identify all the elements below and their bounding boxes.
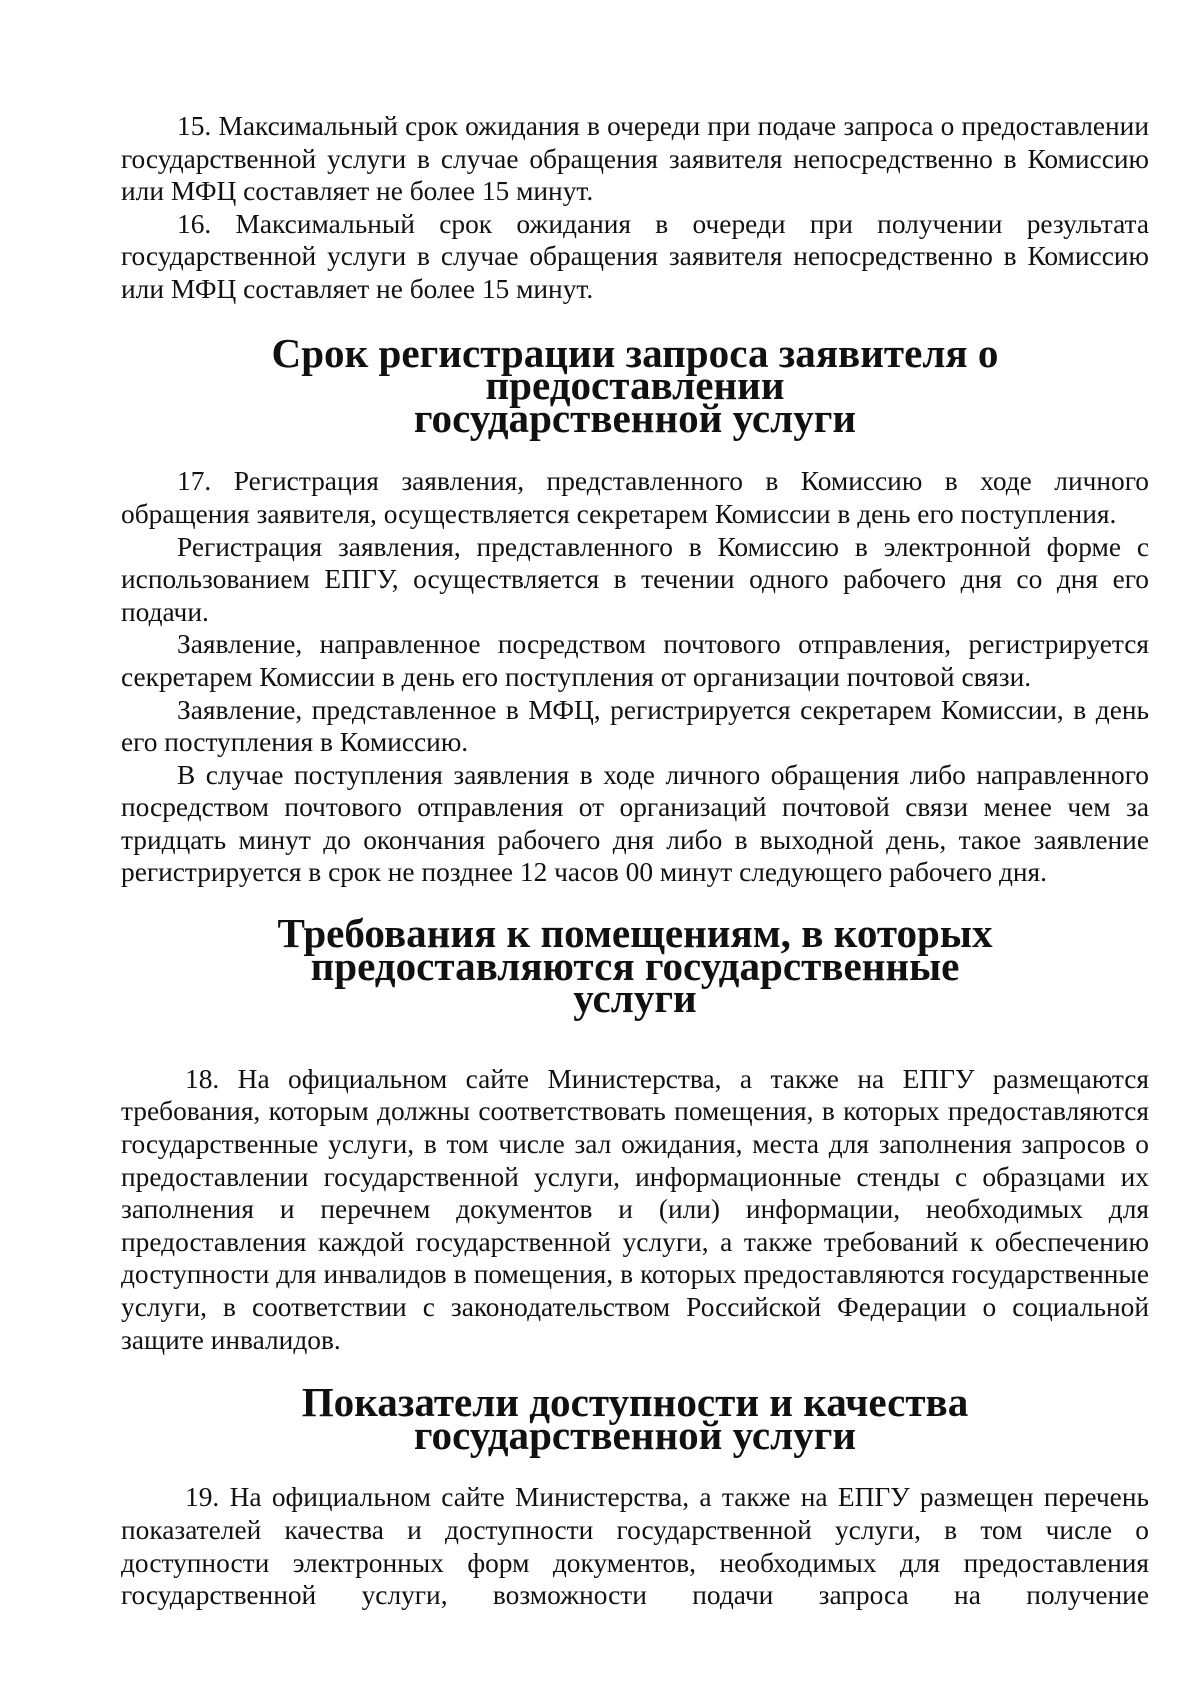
paragraph-18: 18. На официальном сайте Министерства, а также на ЕПГУ размещаются требования, которым должны соответствовать помещения, в которых предоставляются государственные услуги, в том числе зал ожидания, места для заполнения запросов о предоставлении государственной услуги, информационные стенды с образцами их заполнения и перечнем документов и (или) информации, необходимых для предоставления каждой государственной услуги, а также требований к обеспечению доступности для инвалидов в помещения, в которых предоставляются государственные услуги, в соответствии с законодательством Российской Федерации о социальной защите инвалидов. bbox=[121, 1063, 1149, 1355]
heading-registration-line2: государственной услуги bbox=[413, 394, 857, 441]
paragraph-17-post: Заявление, направленное посредством почтового отправления, регистрируется секретарем Комиссии в день его поступления от организации почтовой связи. bbox=[121, 629, 1149, 692]
heading-quality-line2: государственной услуги bbox=[413, 1411, 857, 1458]
document-page bbox=[121, 110, 1149, 1612]
heading-quality-line1: Показатели доступности и качества bbox=[301, 1379, 969, 1426]
paragraph-17-epgu: Регистрация заявления, представленного в Комиссию в электронной форме с использованием ЕПГУ, осуществляется в течении одного рабочего дня со дня его подачи. bbox=[121, 531, 1149, 627]
heading-premises-requirements bbox=[121, 910, 1149, 1022]
heading-quality-indicators bbox=[121, 1379, 1149, 1458]
paragraph-15: 15. Максимальный срок ожидания в очереди при подаче запроса о предоставлении государственной услуги в случае обращения заявителя непосредственно в Комиссию или МФЦ составляет не более 15 минут. bbox=[121, 111, 1149, 207]
paragraph-17-late: В случае поступления заявления в ходе личного обращения либо направленного посредством почтового отправления от организаций почтовой связи менее чем за тридцать минут до окончания рабочего дня либо в выходной день, такое заявление регистрируется в срок не позднее 12 часов 00 минут следующего рабочего дня. bbox=[121, 759, 1149, 888]
heading-premises-line1: Требования к помещениям, в которых предоставляются государственные bbox=[277, 910, 993, 989]
paragraph-17-mfc: Заявление, представленное в МФЦ, регистрируется секретарем Комиссии, в день его поступления в Комиссию. bbox=[121, 694, 1149, 758]
paragraph-19: 19. На официальном сайте Министерства, а также на ЕПГУ размещен перечень показателей качества и доступности государственной услуги, в том числе о доступности электронных форм документов, необходимых для предоставления государственной услуги, возможности подачи запроса на получение bbox=[121, 1482, 1149, 1611]
paragraph-17: 17. Регистрация заявления, представленного в Комиссию в ходе личного обращения заявителя, осуществляется секретарем Комиссии в день его поступления. bbox=[121, 466, 1149, 529]
heading-registration-line1: Срок регистрации запроса заявителя о предоставлении bbox=[271, 329, 999, 409]
heading-registration-term bbox=[121, 329, 1149, 441]
heading-premises-line2: услуги bbox=[573, 975, 697, 1022]
paragraph-16: 16. Максимальный срок ожидания в очереди при получении результата государственной услуги в случае обращения заявителя непосредственно в Комиссию или МФЦ составляет не более 15 минут. bbox=[121, 208, 1149, 304]
